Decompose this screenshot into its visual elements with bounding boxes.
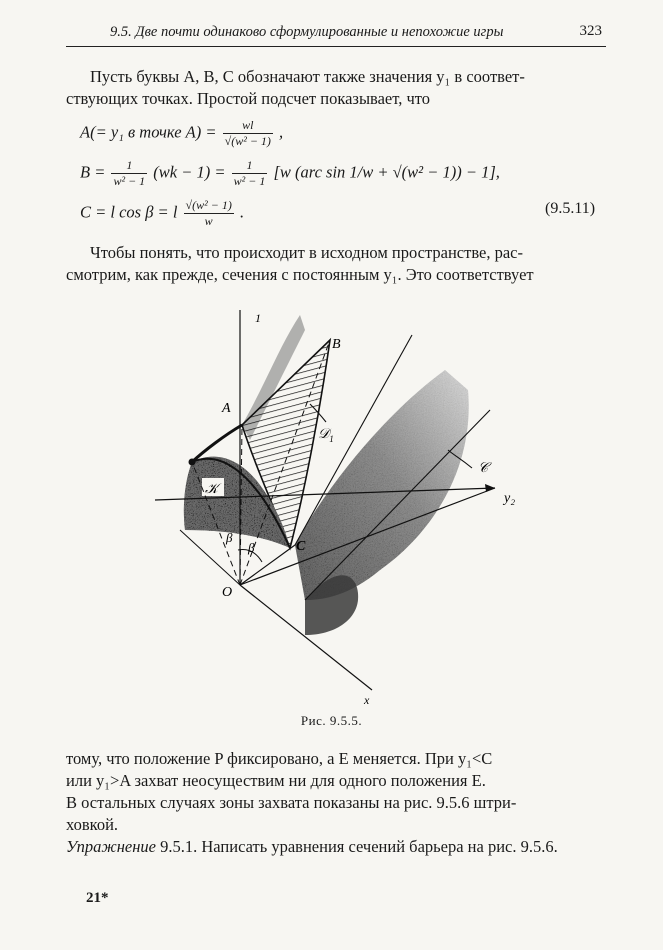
formula-c-end: . <box>239 202 245 222</box>
paragraph-line: Пусть буквы A, B, C обозначают также значения y₁ в соответ- <box>90 67 525 86</box>
fraction-denominator: w² − 1 <box>233 174 266 188</box>
formula-c-left: C = l cos β = l <box>80 202 178 222</box>
formula-b-fraction-2 <box>232 158 268 189</box>
label-k: 𝒦 <box>205 482 219 497</box>
fraction-denominator: √(w² − 1) <box>224 134 271 148</box>
exercise-number: 9.5.1. <box>160 837 198 856</box>
label-beta-1: β <box>226 530 233 545</box>
paragraph-line: ховкой. <box>66 815 119 834</box>
label-d: 𝒟 <box>318 427 330 442</box>
formula-b-left: B = <box>80 162 106 182</box>
fraction-denominator: w² − 1 <box>113 174 146 188</box>
paragraph-1 <box>66 66 606 110</box>
label-o: O <box>222 585 233 600</box>
figure-9-5-5 <box>130 300 540 710</box>
figure-caption: Рис. 9.5.5. <box>300 713 363 728</box>
label-c: C <box>296 539 306 554</box>
formula-c <box>80 198 244 229</box>
paragraph-line: или y₁>A захват неосуществим ни для одного положения E. <box>66 771 486 790</box>
label-beta-2: β <box>248 540 255 555</box>
formula-b-middle: (wk − 1) = <box>153 162 226 182</box>
paragraph-line: В остальных случаях зоны захвата показаны на рис. 9.5.6 штри- <box>66 793 517 812</box>
fraction-numerator: wl <box>223 118 273 134</box>
exercise-text: Написать уравнения сечений барьера на рис. 9.5.6. <box>201 837 558 856</box>
page-number: 323 <box>579 23 602 39</box>
label-a: A <box>222 401 231 416</box>
label-d-sub: 1 <box>329 434 334 444</box>
paragraph-2 <box>66 242 606 286</box>
label-cscr: 𝒞 <box>478 461 489 476</box>
formula-b <box>80 158 500 189</box>
signature-mark: 21* <box>86 890 109 906</box>
exercise-title: Упражнение <box>66 837 157 856</box>
label-y2: y₂ <box>504 491 516 506</box>
formula-b-right: [w (arc sin 1/w + √(w² − 1)) − 1], <box>273 162 500 182</box>
running-header <box>66 22 606 47</box>
formula-a-left: A(= y₁ в точке A) = <box>80 122 217 142</box>
cylinder-surface-grain <box>295 370 469 600</box>
equation-number: (9.5.11) <box>545 200 596 217</box>
formula-c-fraction <box>184 198 234 229</box>
fraction-numerator: √(w² − 1) <box>185 198 232 212</box>
fraction-numerator: 1 <box>111 158 147 174</box>
boundary-curve <box>192 425 242 462</box>
formula-a: A(= y₁ в точке A) = $\frac{wl}{\text{√(w² − 1)}}$ , <box>80 118 284 148</box>
paragraph-line: тому, что положение P фиксировано, а E меняется. При y₁<C <box>66 749 493 768</box>
paragraph-3 <box>66 748 606 836</box>
paragraph-line: смотрим, как прежде, сечения с постоянным y₁. Это соответствует <box>66 265 534 284</box>
label-d1 <box>318 427 334 444</box>
fraction-numerator: 1 <box>232 158 268 174</box>
fraction-denominator: w <box>204 214 213 228</box>
formula-b-fraction-1 <box>111 158 147 189</box>
label-x: x <box>364 693 370 707</box>
formula-a-fraction <box>223 118 273 149</box>
label-axis-top: 1 <box>255 311 261 325</box>
paragraph-line: ствующих точках. Простой подсчет показывает, что <box>66 89 431 108</box>
label-b: B <box>332 337 341 352</box>
header-title: 9.5. Две почти одинаково сформулированные и непохожие игры <box>110 24 504 40</box>
paragraph-line: Чтобы понять, что происходит в исходном пространстве, рас- <box>90 243 523 262</box>
exercise-block <box>66 836 606 858</box>
